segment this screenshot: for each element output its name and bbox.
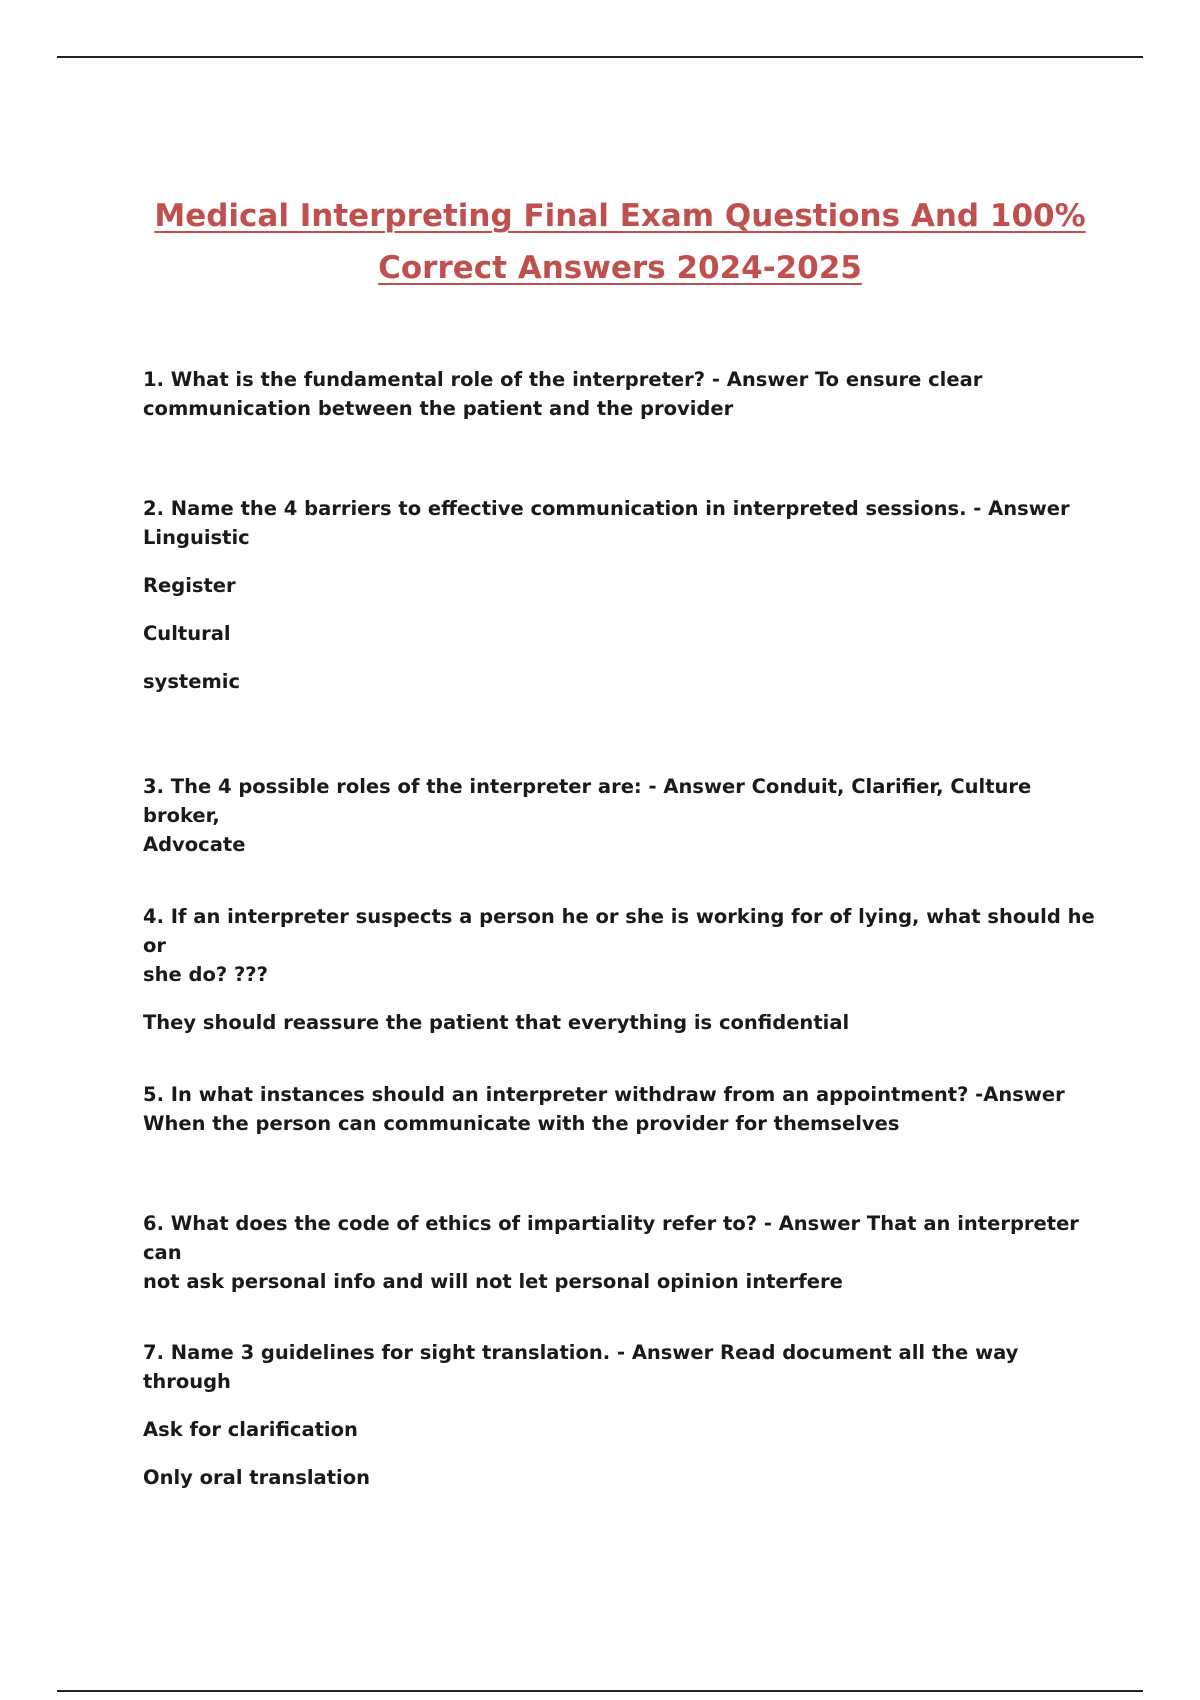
title-line-1: Medical Interpreting Final Exam Questions And 100% <box>154 198 1086 234</box>
question-line: not ask personal info and will not let personal opinion interfere <box>143 1270 843 1293</box>
question-line: When the person can communicate with the provider for themselves <box>143 1112 900 1135</box>
question-6 <box>143 1209 1103 1296</box>
document-title <box>100 190 1140 294</box>
top-rule <box>57 56 1143 58</box>
question-1 <box>143 365 1103 423</box>
question-line: 3. The 4 possible roles of the interpreter are: - Answer Conduit, Clarifier, Culture broker, <box>143 775 1032 827</box>
answer-item: They should reassure the patient that everything is confidential <box>143 1011 850 1034</box>
question-2 <box>143 494 1103 696</box>
bottom-rule <box>57 1690 1143 1692</box>
question-line: 4. If an interpreter suspects a person he or she is working for of lying, what should he or <box>143 905 1095 957</box>
question-line: Advocate <box>143 833 246 856</box>
question-line: communication between the patient and the provider <box>143 397 734 420</box>
answer-item: systemic <box>143 670 241 693</box>
title-line-2: Correct Answers 2024-2025 <box>378 250 862 286</box>
question-line: she do? ??? <box>143 963 268 986</box>
answer-item: Ask for clarification <box>143 1418 358 1441</box>
question-line: Linguistic <box>143 526 250 549</box>
question-line: 1. What is the fundamental role of the interpreter? - Answer To ensure clear <box>143 368 983 391</box>
answer-item: Cultural <box>143 622 231 645</box>
question-line: 7. Name 3 guidelines for sight translation. - Answer Read document all the way through <box>143 1341 1019 1393</box>
question-5 <box>143 1080 1103 1138</box>
answer-item: Only oral translation <box>143 1466 371 1489</box>
answer-item: Register <box>143 574 236 597</box>
question-7 <box>143 1338 1103 1492</box>
question-3 <box>143 772 1103 859</box>
question-line: 5. In what instances should an interpreter withdraw from an appointment? -Answer <box>143 1083 1065 1106</box>
question-4 <box>143 902 1103 1037</box>
question-line: 6. What does the code of ethics of impartiality refer to? - Answer That an interpreter can <box>143 1212 1079 1264</box>
question-line: 2. Name the 4 barriers to effective communication in interpreted sessions. - Answer <box>143 497 1070 520</box>
